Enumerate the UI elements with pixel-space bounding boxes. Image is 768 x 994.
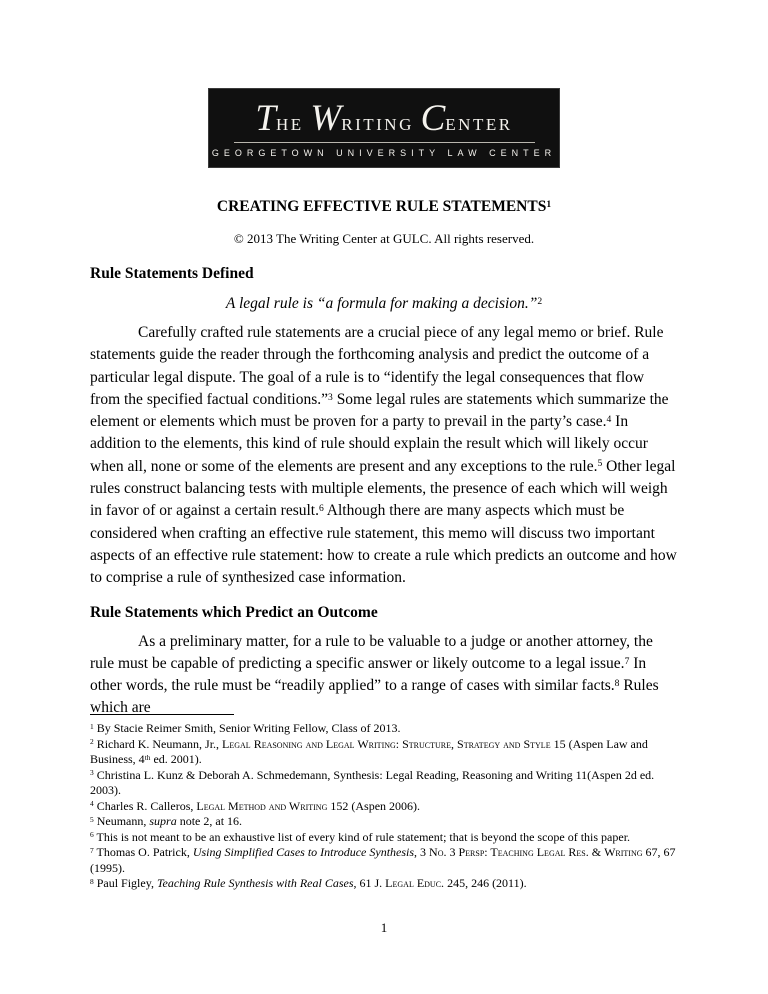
epigraph-quote: A legal rule is “a formula for making a decision.”$^2$ [225, 295, 543, 312]
paragraph-1: Carefully crafted rule statements are a crucial piece of any legal memo or brief. Rule statements guide the reader through the forthcoming analysis and predict the outcome of a particular legal dispute. The goal of a rule is to “identify the legal consequences that flow from the specified factual conditions.”$^3$ Some legal rules are statements which summarize the element or elements which must be proven for a party to prevail in the party’s case.$^4$ In addition to the elements, this kind of rule should explain the result which will likely occur when all, none or some of the elements are present and any exceptions to the rule.$^5$ Other legal rules construct balancing tests with multiple elements, the presence of each which will weigh in favor of or against a certain result.$^6$ Although there are many aspects which must be considered when crafting an effective rule statement, this memo will discuss two important aspects of an effective rule statement: how to create a rule which predicts an outcome and how to comprise a rule of synthesized case information. [90, 324, 677, 587]
writing-center-logo [208, 88, 560, 168]
copyright-line: © 2013 The Writing Center at GULC. All rights reserved. [233, 231, 535, 246]
section-heading-predict-outcome: Rule Statements which Predict an Outcome [90, 603, 378, 621]
document-title: CREATING EFFECTIVE RULE STATEMENTS$^1$ [216, 198, 552, 215]
footnote-7: $^7$ Thomas O. Patrick, Using Simplified Cases to Introduce Synthesis, 3 No. 3 Persp: Teaching Legal Res. & Writing 67, 67 (1995). [90, 845, 676, 875]
logo-subtitle: GEORGETOWN UNIVERSITY LAW CENTER [211, 148, 557, 158]
footnote-2: $^2$ Richard K. Neumann, Jr., Legal Reasoning and Legal Writing: Structure, Strategy and Style 15 (Aspen Law and Business, 4th ed. 2001). [90, 736, 648, 766]
footnote-1: $^1$ By Stacie Reimer Smith, Senior Writing Fellow, Class of 2013. [90, 721, 401, 735]
footnote-8: $^8$ Paul Figley, Teaching Rule Synthesis with Real Cases, 61 J. Legal Educ. 245, 246 (2011). [90, 876, 527, 890]
footnote-area [90, 714, 678, 892]
footnote-3: $^3$ Christina L. Kunz & Deborah A. Schmedemann, Synthesis: Legal Reading, Reasoning and Writing 11(Aspen 2d ed. 2003). [90, 767, 655, 797]
logo-title: THE WRITING CENTER [255, 98, 513, 139]
footnote-4: $^4$ Charles R. Calleros, Legal Method and Writing 152 (Aspen 2006). [90, 798, 421, 813]
footnote-6: $^6$ This is not meant to be an exhaustive list of every kind of rule statement; that is beyond the scope of this paper. [90, 829, 631, 844]
footnote-separator [90, 714, 234, 715]
page-number: 1 [380, 920, 388, 935]
section-heading-rule-statements-defined: Rule Statements Defined [90, 265, 254, 282]
footnote-5: $^5$ Neumann, supra note 2, at 16. [90, 814, 243, 828]
logo-divider [234, 142, 535, 143]
paragraph-2: As a preliminary matter, for a rule to be valuable to a judge or another attorney, the rule must be capable of predicting a specific answer or likely outcome to a legal issue.$^7$ In other words, the rule must be “readily applied” to a range of cases with similar facts.$^8$ Rules which are [90, 632, 659, 717]
document-body [90, 265, 678, 720]
